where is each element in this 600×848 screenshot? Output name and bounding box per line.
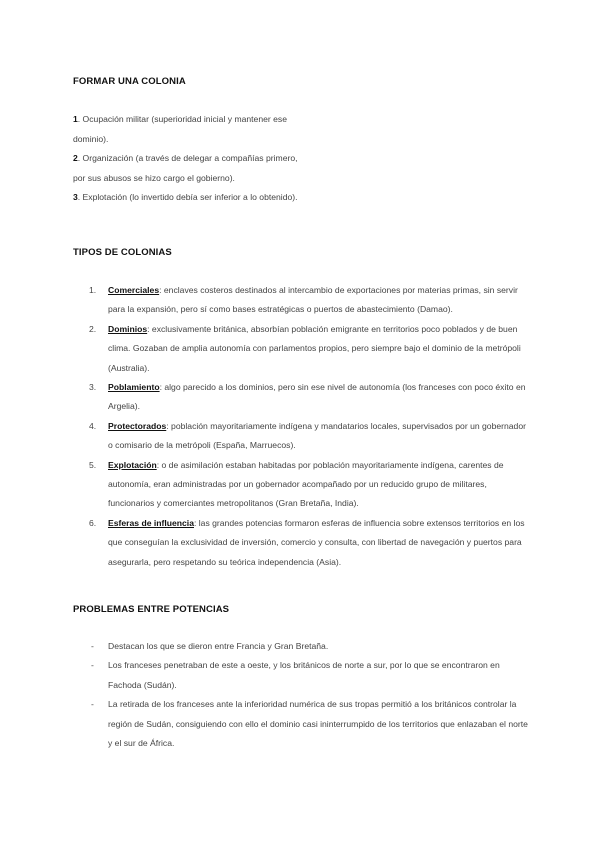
list-marker: 6. (89, 517, 97, 528)
list-item (73, 378, 533, 417)
term: Protectorados (108, 420, 167, 431)
problemas-list (73, 637, 533, 753)
heading-tipos-colonias: TIPOS DE COLONIAS (73, 247, 172, 258)
description: : las grandes potencias formaron esferas de influencia sobre extensos territorios en los que conseguían la exclusividad de inversión, comercio y consulta, con libertad de navegación y puertos para asegurarla, pero respetando su teórica independencia (Asia). (108, 517, 525, 567)
step-text: . Ocupación militar (superioridad inicial y mantener ese dominio). (73, 114, 287, 144)
description: : población mayoritariamente indígena y mandatarios locales, supervisados por un gobernador o comisario de la metrópoli (España, Marruecos). (108, 420, 526, 451)
list-item (73, 695, 533, 753)
formar-steps (73, 110, 305, 208)
list-marker: 3. (89, 382, 97, 393)
step-number: 1 (73, 114, 78, 124)
step-1 (73, 110, 305, 149)
heading-formar-colonia: FORMAR UNA COLONIA (73, 76, 186, 87)
step-text: . Organización (a través de delegar a compañías primero, por sus abusos se hizo cargo el gobierno). (73, 153, 298, 183)
step-3 (73, 188, 305, 208)
heading-problemas-potencias: PROBLEMAS ENTRE POTENCIAS (73, 604, 230, 615)
list-item (73, 514, 533, 572)
list-item (73, 456, 533, 514)
list-marker: - (91, 660, 94, 671)
term: Explotación (108, 459, 157, 470)
list-item (73, 637, 533, 656)
tipos-list (73, 281, 533, 572)
list-marker: 5. (89, 459, 97, 470)
description: : algo parecido a los dominios, pero sin ese nivel de autonomía (los franceses con poco éxito en Argelia). (108, 382, 526, 412)
list-marker: 2. (89, 323, 97, 334)
description: Destacan los que se dieron entre Francia y Gran Bretaña. (108, 641, 329, 651)
step-number: 3 (73, 192, 78, 203)
description: La retirada de los franceses ante la inferioridad numérica de sus tropas permitió a los británicos controlar la región de Sudán, consiguiendo con ello el dominio casi ininterrumpido de los territorios que enlazaban el norte y el sur de África. (108, 699, 528, 749)
description: : exclusivamente británica, absorbían población emigrante en territorios poco poblados y de buen clima. Gozaban de amplia autonomía con parlamentos propios, pero siempre bajo el dominio de la metrópoli (Australia). (108, 323, 521, 373)
term: Esferas de influencia (108, 517, 194, 528)
list-marker: 4. (89, 420, 97, 431)
list-marker: - (91, 641, 94, 651)
list-item (73, 281, 533, 320)
term: Dominios (108, 323, 148, 334)
term: Poblamiento (108, 382, 160, 393)
step-text: . Explotación (lo invertido debía ser inferior a lo obtenido). (77, 192, 298, 203)
list-item (73, 656, 533, 695)
list-marker: - (91, 699, 94, 710)
description: : o de asimilación estaban habitadas por población mayoritariamente indígena, carentes de autonomía, eran administradas por un gobernador acompañado por un reducido grupo de militares, funcionarios y comerciantes metropolitanos (Gran Bretaña, India). (108, 459, 504, 509)
list-item (73, 320, 533, 378)
list-item (73, 417, 533, 456)
term: Comerciales (108, 285, 160, 295)
step-number: 2 (73, 153, 78, 164)
step-2 (73, 149, 305, 188)
list-marker: 1. (89, 285, 97, 295)
description: : enclaves costeros destinados al intercambio de exportaciones por materias primas, sin servir para la expansión, pero sí como bases estratégicas o puertos de abastecimiento (Damao). (108, 285, 518, 315)
description: Los franceses penetraban de este a oeste, y los británicos de norte a sur, por lo que se encontraron en Fachoda (Sudán). (108, 660, 500, 690)
